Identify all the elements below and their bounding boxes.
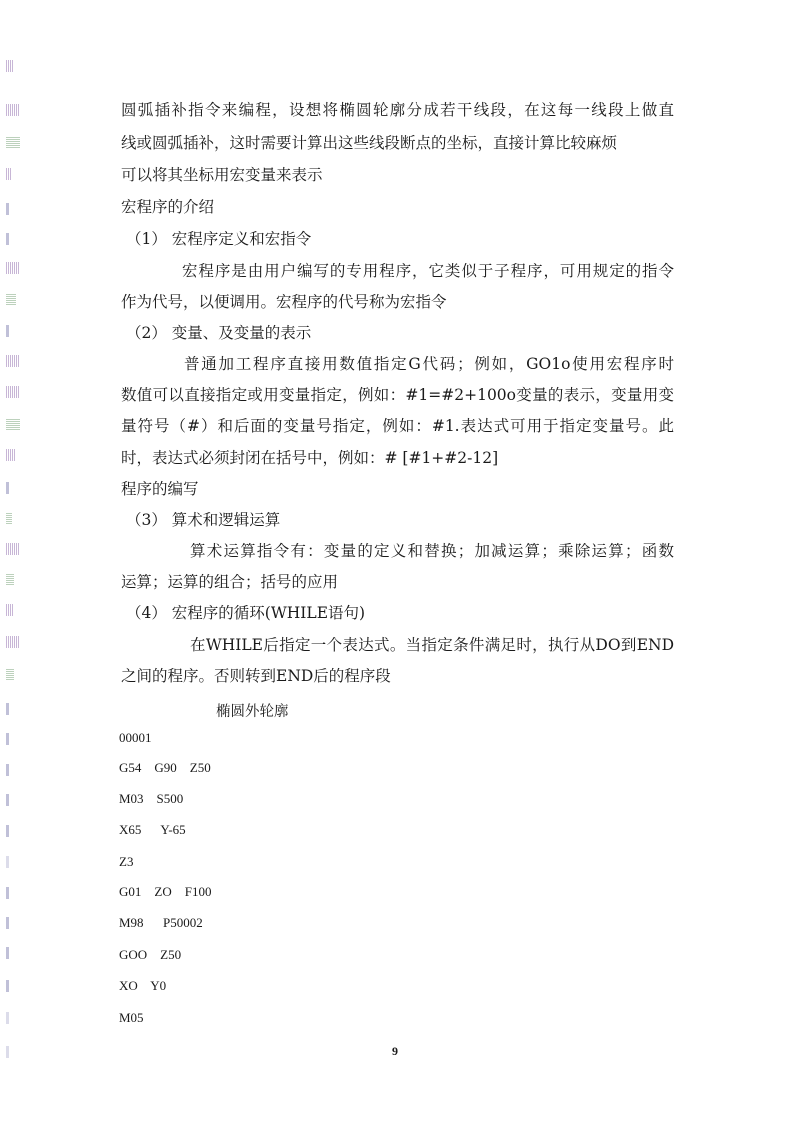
scan-mark <box>6 917 9 929</box>
scan-mark <box>6 604 14 616</box>
paragraph-line: 算术运算指令有：变量的定义和替换；加减运算；乘除运算；函数 <box>190 542 674 560</box>
paragraph-line: 宏程序是由用户编写的专用程序，它类似于子程序，可用规定的指令 <box>182 262 674 280</box>
scan-mark <box>6 233 9 245</box>
scan-mark <box>6 386 20 398</box>
scan-mark <box>6 355 20 367</box>
scan-mark <box>6 512 12 524</box>
scan-mark <box>6 1046 9 1058</box>
paragraph-line: 量符号（#）和后面的变量号指定，例如：#1.表达式可用于指定变量号。此 <box>121 417 674 435</box>
scan-mark <box>6 136 20 148</box>
scan-mark <box>6 449 16 461</box>
code-line: M98 P50002 <box>119 915 203 930</box>
code-line: X65 Y-65 <box>119 822 186 837</box>
paragraph-line: 线或圆弧插补，这时需要计算出这些线段断点的坐标，直接计算比较麻烦 <box>121 134 618 152</box>
scan-mark <box>6 764 9 776</box>
scan-mark <box>6 947 9 959</box>
subsection-title: （2） 变量、及变量的表示 <box>126 324 312 342</box>
page-number: 9 <box>392 1044 398 1058</box>
subsection-title: （3） 算术和逻辑运算 <box>126 511 281 529</box>
scan-mark <box>6 794 9 806</box>
paragraph-line: 之间的程序。否则转到END后的程序段 <box>121 667 391 685</box>
scan-mark <box>6 168 12 180</box>
paragraph-line: 运算；运算的组合；括号的应用 <box>121 573 339 591</box>
scan-mark <box>6 203 9 215</box>
code-line: 00001 <box>119 730 152 745</box>
code-line: XO Y0 <box>119 978 167 993</box>
scan-mark <box>6 703 9 715</box>
code-title: 椭圆外轮廓 <box>216 704 289 720</box>
code-line: G54 G90 Z50 <box>119 760 211 775</box>
paragraph-line: 数值可以直接指定或用变量指定，例如：#1=#2+100o变量的表示，变量用变 <box>121 386 674 404</box>
section-heading: 程序的编写 <box>121 480 199 498</box>
code-line: Z3 <box>119 854 134 869</box>
paragraph-line: 在WHILE后指定一个表达式。当指定条件满足时，执行从DO到END <box>190 636 674 654</box>
code-line: G01 ZO F100 <box>119 884 212 899</box>
subsection-title: （4） 宏程序的循环(WHILE语句) <box>126 604 366 622</box>
scan-mark <box>6 262 20 274</box>
scan-mark <box>6 980 9 992</box>
scan-mark <box>6 636 20 648</box>
scan-mark <box>6 856 9 868</box>
scan-mark <box>6 1012 9 1024</box>
scan-mark <box>6 482 9 494</box>
scan-mark <box>6 887 9 899</box>
scan-mark <box>6 573 14 585</box>
scan-mark <box>6 418 20 430</box>
code-line: M03 S500 <box>119 791 184 806</box>
subsection-title: （1） 宏程序定义和宏指令 <box>126 230 312 248</box>
section-heading: 宏程序的介绍 <box>121 198 215 216</box>
paragraph-line: 作为代号，以便调用。宏程序的代号称为宏指令 <box>121 293 447 311</box>
scan-mark <box>6 825 9 837</box>
paragraph-line: 普通加工程序直接用数值指定G代码；例如，GO1o使用宏程序时 <box>184 355 674 373</box>
scan-mark <box>6 733 9 745</box>
scan-mark <box>6 293 16 305</box>
scan-mark <box>6 543 20 555</box>
code-line: M05 <box>119 1010 144 1025</box>
scan-mark <box>6 668 14 680</box>
scan-mark <box>6 325 9 337</box>
scan-mark <box>6 104 20 116</box>
paragraph-line: 时，表达式必须封闭在括号中，例如：# [#1+#2-12] <box>121 449 499 467</box>
paragraph-line: 可以将其坐标用宏变量来表示 <box>121 166 323 184</box>
code-line: GOO Z50 <box>119 947 182 962</box>
scan-mark <box>6 60 14 72</box>
paragraph-line: 圆弧插补指令来编程，设想将椭圆轮廓分成若干线段，在这每一线段上做直 <box>121 101 674 119</box>
